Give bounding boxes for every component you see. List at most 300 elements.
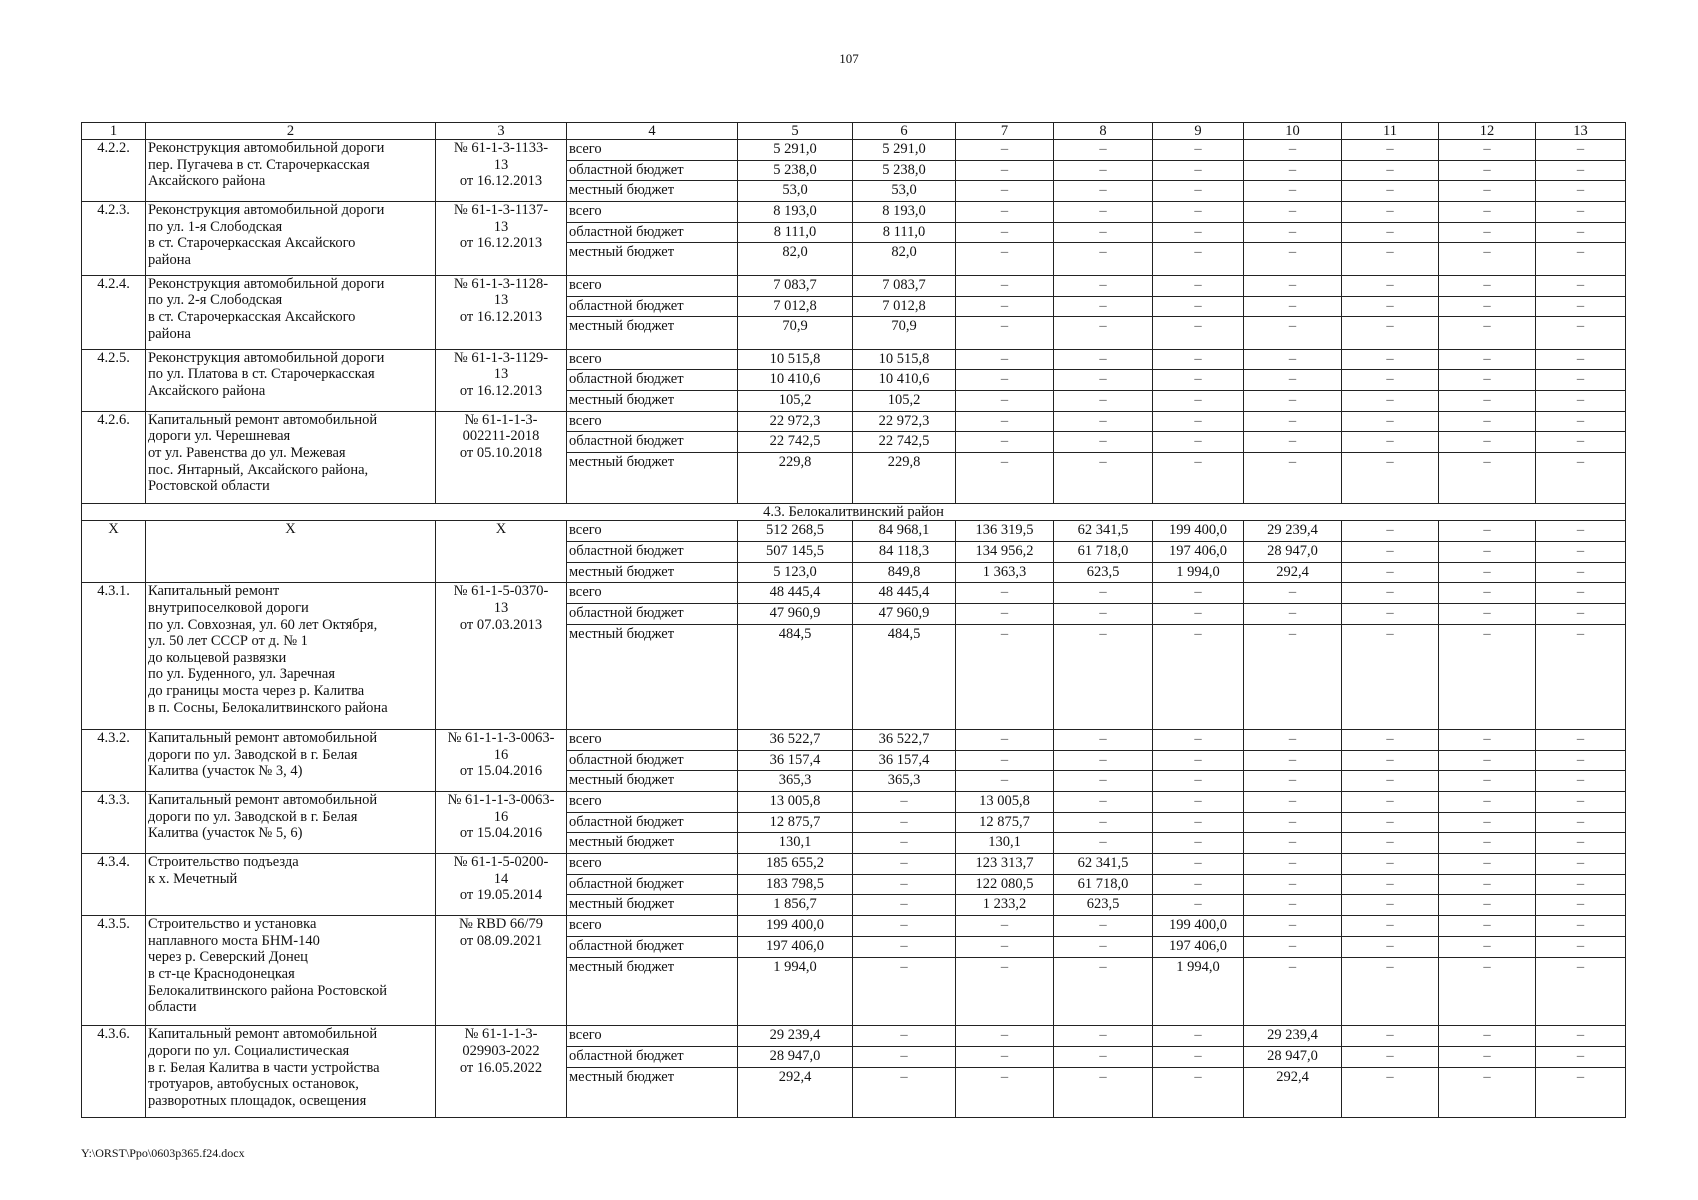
object-name-line: дороги по ул. Социалистическая bbox=[148, 1042, 350, 1059]
dash-value: – bbox=[1536, 350, 1625, 371]
dash-value: – bbox=[1536, 730, 1625, 751]
dash-value: – bbox=[1342, 1047, 1438, 1068]
document-reference-line: от 05.10.2018 bbox=[459, 444, 543, 461]
row-code: 4.3.4. bbox=[82, 854, 146, 916]
object-name-line: по ул. Буденного, ул. Заречная bbox=[148, 666, 335, 683]
dash-value: – bbox=[1386, 1068, 1394, 1085]
column-header: 1 bbox=[82, 123, 146, 140]
value-cell bbox=[956, 792, 1054, 854]
document-reference bbox=[436, 854, 567, 916]
amount-value: 5 123,0 bbox=[773, 563, 817, 580]
dash-value: – bbox=[956, 223, 1053, 244]
amount-value: 13 005,8 bbox=[956, 792, 1053, 813]
object-name-line: области bbox=[148, 999, 197, 1016]
dash-value: – bbox=[1439, 1026, 1535, 1047]
row-code: 4.2.5. bbox=[82, 349, 146, 411]
amount-value: 36 157,4 bbox=[738, 751, 852, 772]
value-cell bbox=[956, 583, 1054, 730]
amount-value: 84 968,1 bbox=[853, 521, 955, 542]
column-header: 3 bbox=[436, 123, 567, 140]
dash-value: – bbox=[1244, 297, 1341, 318]
amount-value: 123 313,7 bbox=[956, 854, 1053, 875]
amount-value: 82,0 bbox=[782, 244, 808, 261]
dash-value: – bbox=[1386, 625, 1394, 642]
document-reference bbox=[436, 411, 567, 503]
dash-value: – bbox=[1536, 751, 1625, 772]
dash-value: – bbox=[1244, 813, 1341, 834]
value-cell bbox=[1342, 349, 1439, 411]
dash-value: – bbox=[1536, 854, 1625, 875]
value-cell bbox=[1244, 729, 1342, 791]
column-header: 9 bbox=[1153, 123, 1244, 140]
dash-value: – bbox=[956, 350, 1053, 371]
value-cell bbox=[1153, 792, 1244, 854]
amount-value: 199 400,0 bbox=[1153, 916, 1243, 937]
funding-source-label: местный бюджет bbox=[569, 772, 675, 789]
dash-value: – bbox=[853, 792, 955, 813]
funding-source-label: всего bbox=[567, 412, 737, 433]
value-cell bbox=[738, 521, 853, 583]
funding-source-label: областной бюджет bbox=[567, 604, 737, 625]
document-reference bbox=[436, 916, 567, 1026]
value-cell bbox=[1244, 411, 1342, 503]
value-cell bbox=[1054, 275, 1153, 349]
dash-value: – bbox=[1153, 412, 1243, 433]
amount-value: 199 400,0 bbox=[1153, 521, 1243, 542]
value-cell bbox=[1439, 202, 1536, 276]
value-cell bbox=[1054, 140, 1153, 202]
row-code: 4.2.2. bbox=[82, 140, 146, 202]
value-cell bbox=[853, 411, 956, 503]
dash-value: – bbox=[1536, 140, 1625, 161]
funding-source-label: всего bbox=[567, 730, 737, 751]
row-code: Х bbox=[82, 521, 146, 583]
object-name-line: по ул. 2-я Слободская bbox=[148, 292, 283, 309]
budget-table bbox=[81, 122, 1626, 1118]
value-cell bbox=[738, 275, 853, 349]
dash-value: – bbox=[956, 370, 1053, 391]
amount-value: 48 445,4 bbox=[853, 583, 955, 604]
dash-value: – bbox=[1244, 751, 1341, 772]
dash-value: – bbox=[1054, 937, 1152, 958]
dash-value: – bbox=[853, 1026, 955, 1047]
dash-value: – bbox=[1153, 1047, 1243, 1068]
object-name-line: пос. Янтарный, Аксайского района, bbox=[148, 461, 369, 478]
dash-value: – bbox=[1386, 896, 1394, 913]
value-cell bbox=[738, 916, 853, 1026]
object-name-line: Калитва (участок № 5, 6) bbox=[148, 825, 303, 842]
dash-value: – bbox=[956, 583, 1053, 604]
document-reference-line: 029903-2022 bbox=[462, 1042, 540, 1059]
dash-value: – bbox=[1054, 370, 1152, 391]
funding-source-cell bbox=[567, 916, 738, 1026]
object-name-line: дороги по ул. Заводской в г. Белая bbox=[148, 808, 358, 825]
object-name-line: через р. Северский Донец bbox=[148, 949, 308, 966]
dash-value: – bbox=[1483, 625, 1491, 642]
dash-value: – bbox=[1244, 854, 1341, 875]
object-name-line: по ул. Платова в ст. Старочеркасская bbox=[148, 366, 375, 383]
dash-value: – bbox=[1342, 1026, 1438, 1047]
dash-value: – bbox=[1153, 370, 1243, 391]
dash-value: – bbox=[1000, 244, 1009, 261]
object-name bbox=[146, 1026, 436, 1118]
dash-value: – bbox=[1194, 896, 1202, 913]
dash-value: – bbox=[1576, 454, 1585, 471]
funding-source-label: местный бюджет bbox=[569, 182, 675, 199]
document-reference-line: № 61-1-3-1128- bbox=[453, 275, 549, 292]
dash-value: – bbox=[1483, 563, 1491, 580]
dash-value: – bbox=[853, 937, 955, 958]
value-cell bbox=[1536, 729, 1626, 791]
dash-value: – bbox=[1099, 958, 1107, 975]
value-cell bbox=[1054, 792, 1153, 854]
amount-value: 849,8 bbox=[887, 563, 921, 580]
amount-value: 130,1 bbox=[778, 834, 812, 851]
object-name-line: дороги ул. Черешневая bbox=[148, 428, 291, 445]
dash-value: – bbox=[1000, 1068, 1009, 1085]
object-name-line: Аксайского района bbox=[148, 382, 266, 399]
object-name-line: Строительство и установка bbox=[148, 916, 317, 933]
dash-value: – bbox=[1288, 244, 1297, 261]
value-cell bbox=[1439, 1026, 1536, 1118]
dash-value: – bbox=[1288, 772, 1297, 789]
object-name bbox=[146, 792, 436, 854]
amount-value: 36 157,4 bbox=[853, 751, 955, 772]
dash-value: – bbox=[1576, 563, 1585, 580]
value-cell bbox=[1342, 202, 1439, 276]
dash-value: – bbox=[1000, 392, 1009, 409]
dash-value: – bbox=[1342, 140, 1438, 161]
amount-value: 365,3 bbox=[887, 772, 921, 789]
value-cell bbox=[1536, 521, 1626, 583]
value-cell bbox=[1054, 1026, 1153, 1118]
dash-value: – bbox=[1054, 583, 1152, 604]
funding-source-label: местный бюджет bbox=[569, 244, 675, 261]
dash-value: – bbox=[1483, 244, 1491, 261]
dash-value: – bbox=[1153, 730, 1243, 751]
dash-value: – bbox=[1054, 223, 1152, 244]
dash-value: – bbox=[1342, 370, 1438, 391]
value-cell bbox=[1342, 854, 1439, 916]
amount-value: 130,1 bbox=[988, 834, 1021, 851]
dash-value: – bbox=[1153, 140, 1243, 161]
document-reference-line: № 61-1-1-3-0063- bbox=[447, 729, 555, 746]
amount-value: 53,0 bbox=[891, 182, 917, 199]
dash-value: – bbox=[1386, 318, 1394, 335]
dash-value: – bbox=[1153, 276, 1243, 297]
value-cell bbox=[1342, 1026, 1439, 1118]
amount-value: 22 742,5 bbox=[738, 432, 852, 453]
dash-value: – bbox=[956, 1026, 1053, 1047]
amount-value: 28 947,0 bbox=[738, 1047, 852, 1068]
dash-value: – bbox=[1244, 223, 1341, 244]
dash-value: – bbox=[1194, 1068, 1202, 1085]
dash-value: – bbox=[1483, 1068, 1491, 1085]
object-name-line: от ул. Равенства до ул. Межевая bbox=[148, 444, 346, 461]
dash-value: – bbox=[1153, 350, 1243, 371]
amount-value: 7 012,8 bbox=[853, 297, 955, 318]
amount-value: 197 406,0 bbox=[1153, 542, 1243, 563]
amount-value: 84 118,3 bbox=[853, 542, 955, 563]
project-row bbox=[82, 792, 1626, 854]
dash-value: – bbox=[956, 276, 1053, 297]
dash-value: – bbox=[1153, 432, 1243, 453]
value-cell bbox=[1536, 275, 1626, 349]
amount-value: 5 238,0 bbox=[738, 161, 852, 182]
funding-source-label: местный бюджет bbox=[569, 454, 675, 471]
dash-value: – bbox=[1099, 1068, 1107, 1085]
funding-source-cell bbox=[567, 1026, 738, 1118]
object-name-line: до границы моста через р. Калитва bbox=[148, 682, 365, 699]
object-name-line: по ул. 1-я Слободская bbox=[148, 218, 283, 235]
value-cell bbox=[1153, 583, 1244, 730]
dash-value: – bbox=[1244, 202, 1341, 223]
funding-source-cell bbox=[567, 521, 738, 583]
dash-value: – bbox=[1244, 140, 1341, 161]
object-name bbox=[146, 411, 436, 503]
dash-value: – bbox=[1000, 958, 1009, 975]
value-cell bbox=[738, 202, 853, 276]
dash-value: – bbox=[1576, 318, 1585, 335]
value-cell bbox=[956, 202, 1054, 276]
amount-value: 62 341,5 bbox=[1054, 854, 1152, 875]
funding-source-label: областной бюджет bbox=[567, 751, 737, 772]
object-name-line: внутрипоселковой дороги bbox=[148, 599, 309, 616]
dash-value: – bbox=[1386, 834, 1394, 851]
dash-value: – bbox=[1342, 875, 1438, 896]
dash-value: – bbox=[1576, 772, 1585, 789]
document-reference bbox=[436, 792, 567, 854]
document-reference-line: 16 bbox=[493, 808, 509, 825]
dash-value: – bbox=[1153, 202, 1243, 223]
dash-value: – bbox=[1536, 521, 1625, 542]
dash-value: – bbox=[1536, 916, 1625, 937]
dash-value: – bbox=[1000, 182, 1009, 199]
dash-value: – bbox=[1536, 412, 1625, 433]
value-cell bbox=[853, 729, 956, 791]
dash-value: – bbox=[1054, 813, 1152, 834]
value-cell bbox=[1054, 411, 1153, 503]
dash-value: – bbox=[1536, 297, 1625, 318]
amount-value: 484,5 bbox=[778, 625, 812, 642]
dash-value: – bbox=[956, 140, 1053, 161]
funding-source-cell bbox=[567, 854, 738, 916]
dash-value: – bbox=[1536, 370, 1625, 391]
dash-value: – bbox=[1099, 834, 1107, 851]
dash-value: – bbox=[1439, 412, 1535, 433]
dash-value: – bbox=[956, 412, 1053, 433]
object-name-line: Реконструкция автомобильной дороги bbox=[148, 140, 385, 156]
dash-value: – bbox=[1439, 730, 1535, 751]
value-cell bbox=[738, 140, 853, 202]
dash-value: – bbox=[1054, 751, 1152, 772]
dash-value: – bbox=[1439, 813, 1535, 834]
value-cell bbox=[1536, 916, 1626, 1026]
dash-value: – bbox=[1536, 223, 1625, 244]
dash-value: – bbox=[1483, 896, 1491, 913]
dash-value: – bbox=[1439, 583, 1535, 604]
dash-value: – bbox=[1536, 583, 1625, 604]
funding-source-label: всего bbox=[567, 916, 737, 937]
document-reference-line: 13 bbox=[493, 218, 509, 235]
dash-value: – bbox=[1536, 604, 1625, 625]
dash-value: – bbox=[1576, 392, 1585, 409]
funding-source-label: всего bbox=[567, 140, 737, 161]
value-cell bbox=[1439, 729, 1536, 791]
dash-value: – bbox=[1386, 392, 1394, 409]
value-cell bbox=[1439, 916, 1536, 1026]
object-name bbox=[146, 854, 436, 916]
value-cell bbox=[1153, 140, 1244, 202]
document-reference-line: № 61-1-1-3- bbox=[464, 411, 538, 428]
dash-value: – bbox=[1288, 454, 1297, 471]
amount-value: 199 400,0 bbox=[738, 916, 852, 937]
amount-value: 5 238,0 bbox=[853, 161, 955, 182]
dash-value: – bbox=[1153, 792, 1243, 813]
amount-value: 229,8 bbox=[887, 454, 921, 471]
dash-value: – bbox=[1244, 412, 1341, 433]
document-reference-line: от 07.03.2013 bbox=[459, 616, 543, 633]
object-name: Х bbox=[146, 521, 436, 583]
amount-value: 8 111,0 bbox=[738, 223, 852, 244]
dash-value: – bbox=[956, 916, 1053, 937]
header-row bbox=[82, 123, 1626, 140]
amount-value: 12 875,7 bbox=[956, 813, 1053, 834]
dash-value: – bbox=[956, 432, 1053, 453]
value-cell bbox=[956, 1026, 1054, 1118]
value-cell bbox=[1342, 583, 1439, 730]
value-cell bbox=[1054, 583, 1153, 730]
document-reference-line: от 16.05.2022 bbox=[459, 1059, 543, 1076]
object-name-line: района bbox=[148, 325, 191, 342]
funding-source-label: всего bbox=[567, 350, 737, 371]
dash-value: – bbox=[1483, 834, 1491, 851]
value-cell bbox=[1536, 202, 1626, 276]
column-header: 8 bbox=[1054, 123, 1153, 140]
row-code: 4.3.6. bbox=[82, 1026, 146, 1118]
value-cell bbox=[1342, 792, 1439, 854]
dash-value: – bbox=[1342, 202, 1438, 223]
document-reference bbox=[436, 349, 567, 411]
column-header: 13 bbox=[1536, 123, 1626, 140]
project-row bbox=[82, 275, 1626, 349]
dash-value: – bbox=[1194, 392, 1202, 409]
object-name bbox=[146, 275, 436, 349]
amount-value: 12 875,7 bbox=[738, 813, 852, 834]
object-name-line: Белокалитвинского района Ростовской bbox=[148, 982, 387, 999]
dash-value: – bbox=[1099, 772, 1107, 789]
document-reference-line: № 61-1-3-1129- bbox=[453, 349, 549, 366]
dash-value: – bbox=[1153, 813, 1243, 834]
dash-value: – bbox=[1342, 276, 1438, 297]
document-reference bbox=[436, 583, 567, 730]
amount-value: 7 012,8 bbox=[738, 297, 852, 318]
object-name-line: Реконструкция автомобильной дороги bbox=[148, 349, 385, 366]
dash-value: – bbox=[1439, 432, 1535, 453]
amount-value: 10 515,8 bbox=[738, 350, 852, 371]
dash-value: – bbox=[900, 896, 908, 913]
object-name bbox=[146, 583, 436, 730]
dash-value: – bbox=[1153, 875, 1243, 896]
dash-value: – bbox=[1054, 604, 1152, 625]
funding-source-label: всего bbox=[567, 1026, 737, 1047]
funding-source-label: местный бюджет bbox=[569, 563, 675, 580]
dash-value: – bbox=[1439, 854, 1535, 875]
dash-value: – bbox=[1386, 244, 1394, 261]
dash-value: – bbox=[1483, 454, 1491, 471]
amount-value: 1 233,2 bbox=[982, 896, 1027, 913]
value-cell bbox=[1342, 275, 1439, 349]
document-reference-line: 16 bbox=[493, 746, 509, 763]
dash-value: – bbox=[1288, 182, 1297, 199]
column-header: 12 bbox=[1439, 123, 1536, 140]
amount-value: 53,0 bbox=[782, 182, 808, 199]
dash-value: – bbox=[900, 1068, 908, 1085]
amount-value: 7 083,7 bbox=[738, 276, 852, 297]
dash-value: – bbox=[1153, 161, 1243, 182]
column-header: 11 bbox=[1342, 123, 1439, 140]
document-reference: Х bbox=[436, 521, 567, 583]
amount-value: 1 994,0 bbox=[1176, 563, 1220, 580]
dash-value: – bbox=[1054, 297, 1152, 318]
dash-value: – bbox=[853, 1047, 955, 1068]
value-cell bbox=[1536, 854, 1626, 916]
object-name-line: Капитальный ремонт автомобильной bbox=[148, 729, 378, 746]
document-reference bbox=[436, 729, 567, 791]
funding-source-label: областной бюджет bbox=[567, 937, 737, 958]
amount-value: 292,4 bbox=[1276, 1068, 1309, 1085]
amount-value: 5 291,0 bbox=[738, 140, 852, 161]
dash-value: – bbox=[1439, 223, 1535, 244]
amount-value: 8 111,0 bbox=[853, 223, 955, 244]
column-header: 5 bbox=[738, 123, 853, 140]
dash-value: – bbox=[1153, 1026, 1243, 1047]
object-name bbox=[146, 349, 436, 411]
dash-value: – bbox=[1483, 318, 1491, 335]
dash-value: – bbox=[956, 937, 1053, 958]
amount-value: 183 798,5 bbox=[738, 875, 852, 896]
funding-source-label: всего bbox=[567, 792, 737, 813]
object-name-line: дороги по ул. Заводской в г. Белая bbox=[148, 746, 358, 763]
amount-value: 10 515,8 bbox=[853, 350, 955, 371]
document-reference-line: 14 bbox=[493, 870, 509, 887]
amount-value: 1 994,0 bbox=[1176, 958, 1220, 975]
value-cell bbox=[853, 521, 956, 583]
value-cell bbox=[1244, 349, 1342, 411]
value-cell bbox=[1153, 202, 1244, 276]
value-cell bbox=[1153, 411, 1244, 503]
amount-value: 484,5 bbox=[887, 625, 921, 642]
amount-value: 507 145,5 bbox=[738, 542, 852, 563]
funding-source-label: всего bbox=[567, 276, 737, 297]
funding-source-label: областной бюджет bbox=[567, 813, 737, 834]
object-name-line: в г. Белая Калитва в части устройства bbox=[148, 1059, 380, 1076]
object-name-line: Реконструкция автомобильной дороги bbox=[148, 202, 385, 219]
object-name-line: Капитальный ремонт автомобильной bbox=[148, 792, 378, 809]
funding-source-label: местный бюджет bbox=[569, 1068, 675, 1085]
funding-source-label: областной бюджет bbox=[567, 432, 737, 453]
dash-value: – bbox=[1342, 223, 1438, 244]
dash-value: – bbox=[1536, 937, 1625, 958]
dash-value: – bbox=[1439, 751, 1535, 772]
dash-value: – bbox=[1342, 432, 1438, 453]
amount-value: 10 410,6 bbox=[853, 370, 955, 391]
amount-value: 197 406,0 bbox=[1153, 937, 1243, 958]
dash-value: – bbox=[853, 854, 955, 875]
dash-value: – bbox=[1153, 583, 1243, 604]
value-cell bbox=[1153, 854, 1244, 916]
dash-value: – bbox=[1054, 412, 1152, 433]
